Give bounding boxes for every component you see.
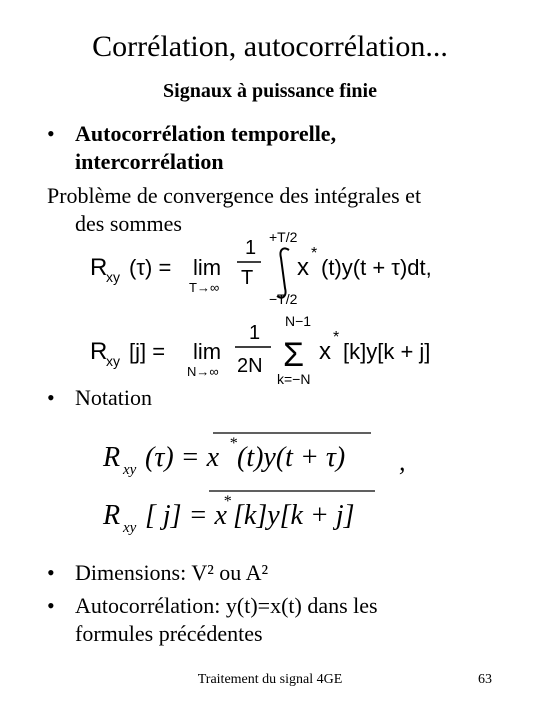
formula-star: * <box>311 245 318 262</box>
paragraph-line2: des sommes <box>75 211 182 236</box>
notation-lhs: [ j] = x <box>145 500 227 531</box>
formula-subscript: xy <box>106 353 120 369</box>
bullet-text-line2: intercorrélation <box>75 149 224 174</box>
notation-continuous <box>95 428 425 480</box>
bullet-text: Dimensions: V² ou A² <box>75 560 269 585</box>
formula-r: R <box>90 254 108 281</box>
footer-page-number: 63 <box>478 672 492 687</box>
formula-arg: (τ) = <box>129 255 172 280</box>
integral-lower: −T/2 <box>269 291 298 307</box>
formula-frac-num: 1 <box>245 237 257 259</box>
paragraph-line1: Problème de convergence des intégrales et <box>47 183 422 208</box>
sum-sign: Σ <box>283 336 305 374</box>
sum-upper: N−1 <box>285 313 312 329</box>
formula-frac-den: T <box>241 267 254 289</box>
notation-lhs: (τ) = x <box>145 442 219 473</box>
formula-x: x <box>319 338 331 365</box>
formula-lim-sub: N→∞ <box>187 364 219 379</box>
notation-star: * <box>223 493 231 510</box>
bullet-symbol: • <box>47 560 55 585</box>
formula-lim: lim <box>193 255 222 280</box>
notation-subscript: xy <box>123 462 137 478</box>
sum-lower: k=−N <box>277 371 311 387</box>
formula-arg: [j] = <box>129 339 166 364</box>
bullet-notation <box>47 384 347 412</box>
formula-frac-den: 2N <box>237 355 263 377</box>
footer-course: Traitement du signal 4GE <box>197 672 343 687</box>
bullet-symbol: • <box>47 121 55 146</box>
notation-comma: , <box>399 447 406 476</box>
bullet-symbol: • <box>47 385 55 410</box>
formula-continuous <box>85 228 465 308</box>
bullet-dimensions <box>47 559 507 587</box>
notation-r: R <box>103 500 121 531</box>
notation-subscript: xy <box>123 520 137 536</box>
slide-subtitle: Signaux à puissance finie <box>163 80 377 102</box>
bullet-autocorrelation-note <box>47 592 517 648</box>
integral-upper: +T/2 <box>269 229 298 245</box>
formula-tail: (t)y(t + τ)dt, <box>321 255 432 280</box>
bullet-symbol: • <box>47 593 55 618</box>
bullet-autocorrelation <box>47 120 517 176</box>
formula-subscript: xy <box>106 269 120 285</box>
formula-lim-sub: T→∞ <box>189 280 220 295</box>
notation-rhs: [k]y[k + j] <box>233 500 355 531</box>
notation-rhs: (t)y(t + τ) <box>237 442 346 473</box>
bullet-text-line2: formules précédentes <box>75 621 263 646</box>
bullet-text: Notation <box>75 385 152 410</box>
formula-star: * <box>333 329 340 346</box>
formula-tail: [k]y[k + j] <box>343 339 431 364</box>
bullet-text-line1: Autocorrélation temporelle, <box>75 121 337 146</box>
notation-r: R <box>103 442 121 473</box>
notation-discrete <box>95 486 425 538</box>
bullet-text-line1: Autocorrélation: y(t)=x(t) dans les <box>75 593 378 618</box>
formula-frac-num: 1 <box>249 322 261 344</box>
formula-r: R <box>90 338 108 365</box>
formula-lim: lim <box>193 339 222 364</box>
slide-title: Corrélation, autocorrélation... <box>92 30 448 63</box>
formula-discrete <box>85 312 465 390</box>
notation-star: * <box>229 435 237 452</box>
formula-x: x <box>297 254 309 281</box>
